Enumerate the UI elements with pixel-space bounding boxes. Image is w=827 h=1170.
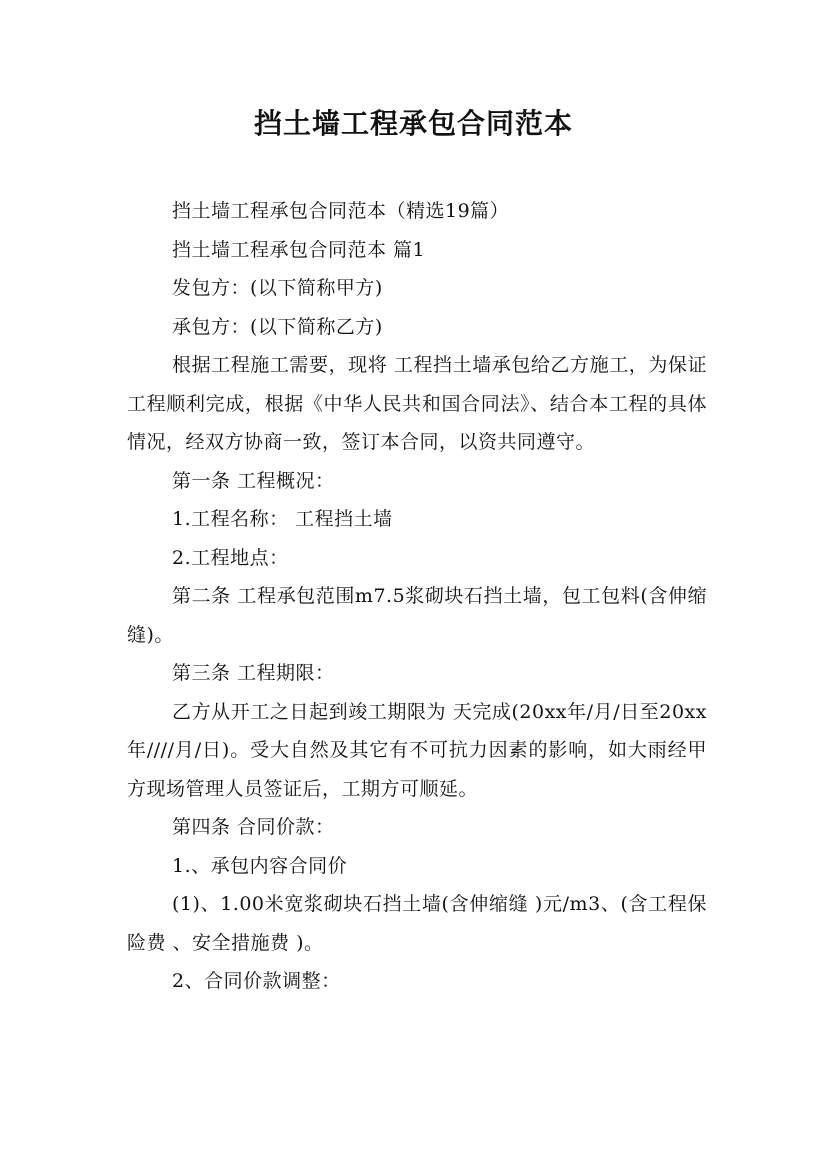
paragraph-section-heading: 挡土墙工程承包合同范本 篇1 [172, 238, 426, 261]
paragraph-contract-price: 1.、承包内容合同价 [172, 854, 348, 877]
paragraph-schedule: 乙方从开工之日起到竣工期限为 天完成(20xx年/月/日至20xx年////月/日)。受大自然及其它有不可抗力因素的影响，如大雨经甲方现场管理人员签证后，工期方可顺延。 [127, 700, 707, 800]
document-title: 挡土墙工程承包合同范本 [253, 107, 573, 140]
document-body [127, 192, 707, 1001]
paragraph-party-b: 承包方：(以下简称乙方) [172, 315, 383, 338]
paragraph-preamble: 根据工程施工需要，现将 工程挡土墙承包给乙方施工，为保证工程顺利完成，根据《中华人民共和国合同法》、结合本工程的具体情况，经双方协商一致，签订本合同，以资共同遵守。 [127, 354, 707, 453]
paragraph-article-1: 第一条 工程概况： [172, 469, 335, 492]
paragraph-article-4: 第四条 合同价款： [172, 816, 335, 838]
paragraph-article-3: 第三条 工程期限： [172, 662, 335, 684]
paragraph-project-location: 2.工程地点： [172, 546, 289, 569]
paragraph-price-item-1: (1)、1.00米宽浆砌块石挡土墙(含伸缩缝 )元/m3、(含工程保险费 、安全措施费 )。 [127, 893, 707, 954]
paragraph-subtitle: 挡土墙工程承包合同范本（精选19篇） [172, 200, 510, 222]
paragraph-price-adjustment: 2、合同价款调整： [172, 970, 341, 992]
paragraph-party-a: 发包方：(以下简称甲方) [172, 277, 383, 299]
paragraph-project-name: 1.工程名称： 工程挡土墙 [172, 508, 393, 530]
paragraph-article-2: 第二条 工程承包范围m7.5浆砌块石挡土墙，包工包料(含伸缩缝)。 [127, 585, 707, 646]
